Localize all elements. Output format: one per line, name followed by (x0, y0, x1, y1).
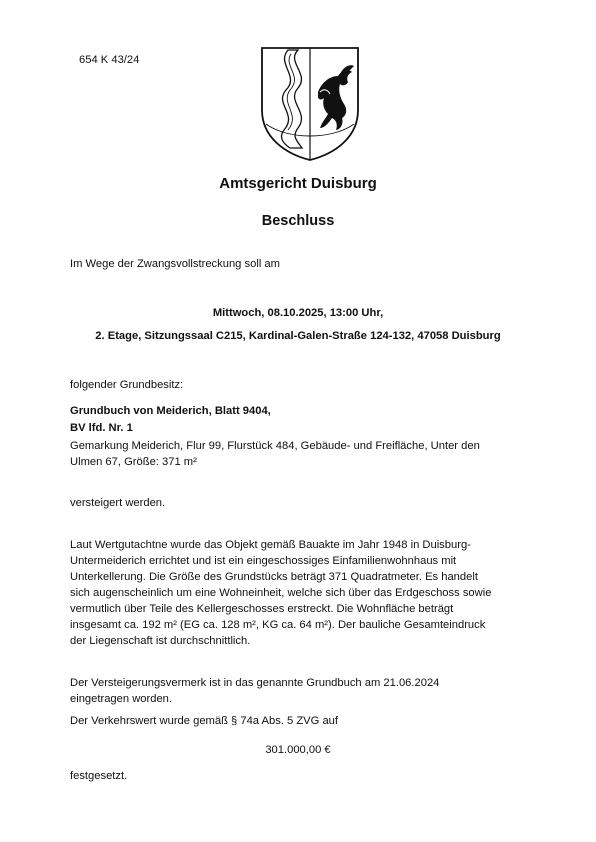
valuation-line: Unterkellerung. Die Größe des Grundstücks beträgt 371 Quadratmeter. Es handelt (70, 571, 478, 583)
valuation-paragraph (70, 537, 540, 649)
valuation-line: vermutlich über Teile des Kellergeschosses erstreckt. Die Wohnfläche beträgt (70, 603, 454, 615)
property-intro: folgender Grundbesitz: (70, 379, 184, 391)
valuation-line: Laut Wertgutachtne wurde das Objekt gemäß Bauakte im Jahr 1948 in Duisburg- (70, 539, 471, 551)
property-description-line: Gemarkung Meiderich, Flur 99, Flurstück 484, Gebäude- und Freifläche, Unter den (70, 440, 480, 452)
valuation-line: insgesamt ca. 192 m² (EG ca. 128 m², KG ca. 64 m²). Der bauliche Gesamteindruck (70, 619, 486, 631)
registration-paragraph (70, 675, 439, 707)
auction-date-time: Mittwoch, 08.10.2025, 13:00 Uhr, (212, 307, 384, 319)
registration-line: eingetragen worden. (70, 693, 173, 705)
bv-number: BV lfd. Nr. 1 (70, 422, 133, 434)
market-value-outro: festgesetzt. (70, 770, 128, 782)
court-name: Amtsgericht Duisburg (219, 175, 377, 192)
valuation-line: Untermeiderich errichtet und ist ein eingeschossiges Einfamilienwohnhaus mit (70, 555, 457, 567)
valuation-line: der Liegenschaft ist durchschnittlich. (70, 635, 251, 647)
coat-of-arms-icon (258, 44, 362, 162)
market-value-amount: 301.000,00 € (265, 744, 331, 756)
intro-text: Im Wege der Zwangsvollstreckung soll am (70, 258, 280, 270)
land-register-entry: Grundbuch von Meiderich, Blatt 9404, (70, 405, 271, 417)
document-title: Beschluss (261, 213, 335, 229)
property-description-line: Ulmen 67, Größe: 371 m² (70, 456, 197, 468)
market-value-intro: Der Verkehrswert wurde gemäß § 74a Abs. 5 ZVG auf (70, 715, 339, 727)
auction-location: 2. Etage, Sitzungssaal C215, Kardinal-Galen-Straße 124-132, 47058 Duisburg (95, 330, 501, 342)
property-description (70, 438, 530, 470)
valuation-line: sich augenscheinlich um eine Wohneinheit, welche sich über das Erdgeschoss sowie (70, 587, 492, 599)
file-number: 654 K 43/24 (79, 54, 140, 66)
registration-line: Der Versteigerungsvermerk ist in das genannte Grundbuch am 21.06.2024 (70, 677, 440, 689)
property-outro: versteigert werden. (70, 497, 166, 509)
